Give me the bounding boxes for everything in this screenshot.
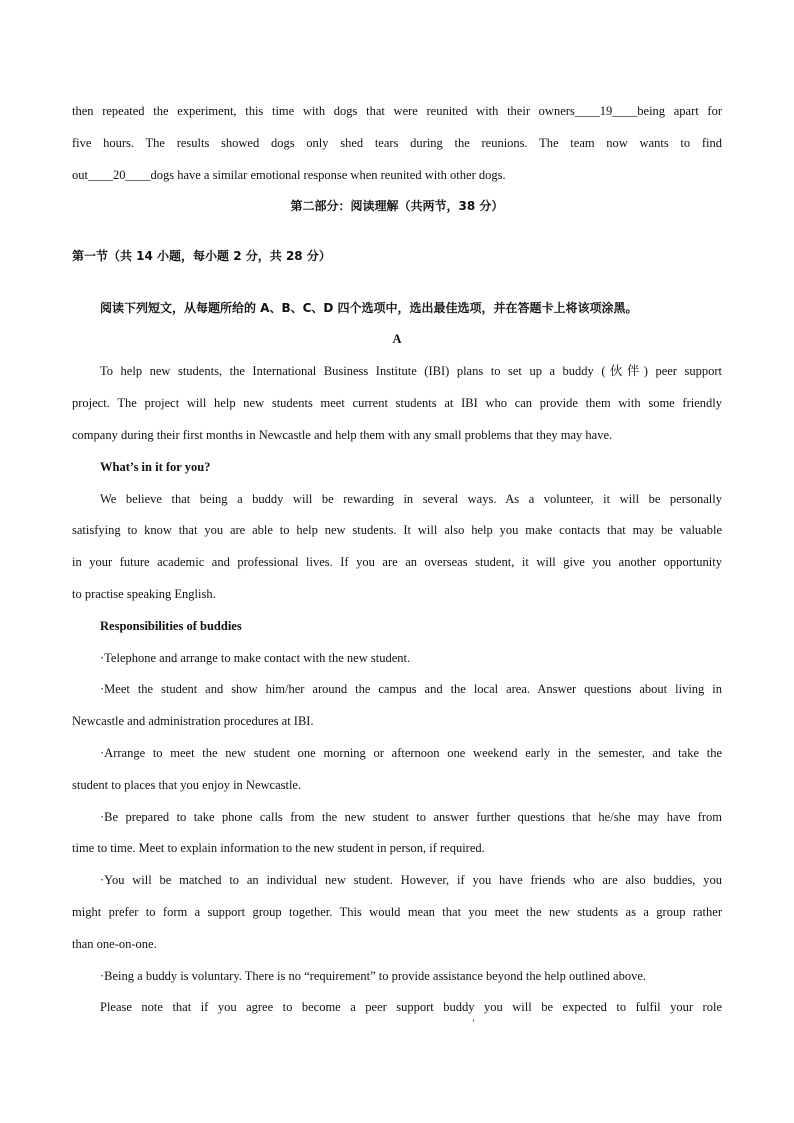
- bullet-3-line-2: student to places that you enjoy in Newcastle.: [72, 778, 302, 792]
- bullet-5-line-1: ·You will be matched to an individual new student. However, if you have friends who are also buddies, you: [100, 873, 722, 887]
- stray-mark: ʼ: [472, 1018, 475, 1028]
- bullet-4-line-1: ·Be prepared to take phone calls from the new student to answer further questions that he/she may have from: [100, 810, 722, 824]
- part-two-heading: 第二部分：阅读理解（共两节，38 分）: [290, 199, 504, 213]
- paragraph-2-line-2: satisfying to know that you are able to help new students. It will also help you make contacts that may be valuable: [72, 523, 722, 537]
- paragraph-1-line-3: company during their first months in Newcastle and help them with any small problems that they may have.: [72, 428, 613, 442]
- subheading-responsibilities: Responsibilities of buddies: [100, 619, 242, 633]
- bullet-2-line-1: ·Meet the student and show him/her around the campus and the local area. Answer questions about living in: [100, 682, 722, 696]
- paragraph-3-line-1: Please note that if you agree to become a peer support buddy you will be expected to fulfil your role: [100, 1000, 722, 1014]
- intro-line-1: then repeated the experiment, this time with dogs that were reunited with their owners____19____being apart for: [72, 104, 722, 118]
- bullet-2-line-2: Newcastle and administration procedures at IBI.: [72, 714, 314, 728]
- section-heading: 第一节（共 14 小题，每小题 2 分，共 28 分）: [72, 249, 331, 263]
- subheading-whats-in-it: What’s in it for you?: [100, 460, 211, 474]
- paragraph-2-line-3: in your future academic and professional lives. If you are an overseas student, it will give you another opportunity: [72, 555, 722, 569]
- intro-line-2: five hours. The results showed dogs only shed tears during the reunions. The team now wants to find: [72, 136, 722, 150]
- bullet-5-line-3: than one-on-one.: [72, 937, 157, 951]
- bullet-5-line-2: might prefer to form a support group together. This would mean that you meet the new students as a group rather: [72, 905, 722, 919]
- passage-label: A: [392, 332, 402, 346]
- instruction-text: 阅读下列短文，从每题所给的 A、B、C、D 四个选项中，选出最佳选项，并在答题卡上将该项涂黑。: [100, 301, 638, 315]
- bullet-6: ·Being a buddy is voluntary. There is no “requirement” to provide assistance beyond the help outlined above.: [100, 969, 647, 983]
- paragraph-2-line-4: to practise speaking English.: [72, 587, 216, 601]
- bullet-1: ·Telephone and arrange to make contact with the new student.: [100, 651, 411, 665]
- intro-line-3: out____20____dogs have a similar emotional response when reunited with other dogs.: [72, 168, 506, 182]
- bullet-4-line-2: time to time. Meet to explain information to the new student in person, if required.: [72, 841, 485, 855]
- bullet-3-line-1: ·Arrange to meet the new student one morning or afternoon one weekend early in the semester, and take the: [100, 746, 722, 760]
- paragraph-2-line-1: We believe that being a buddy will be rewarding in several ways. As a volunteer, it will be personally: [100, 492, 722, 506]
- paragraph-1-line-2: project. The project will help new students meet current students at IBI who can provide them with some friendly: [72, 396, 722, 410]
- paragraph-1-line-1: To help new students, the International Business Institute (IBI) plans to set up a buddy (伙伴) peer support: [100, 364, 722, 378]
